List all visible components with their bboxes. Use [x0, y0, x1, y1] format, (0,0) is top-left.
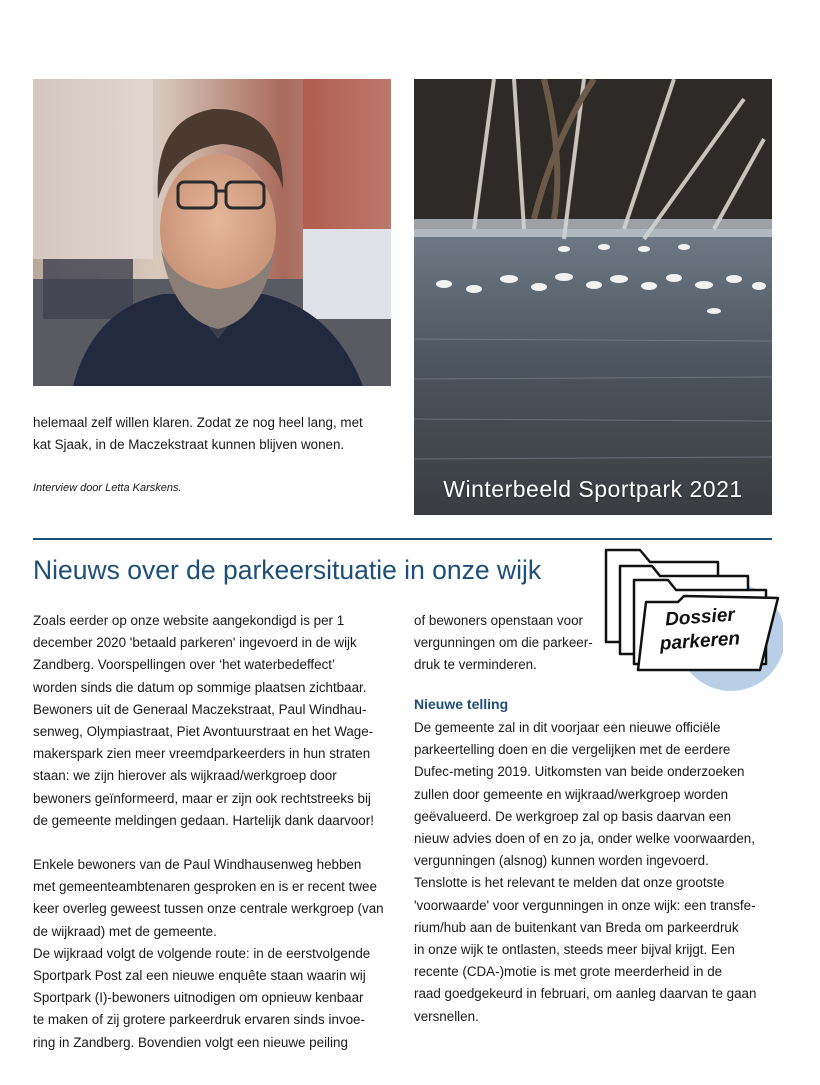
- article-right-top: [414, 610, 614, 677]
- text-line: staan: we zijn hierover als wijkraad/werkgroep door: [33, 768, 337, 784]
- dossier-label: parkeren: [659, 628, 741, 655]
- text-line: Enkele bewoners van de Paul Windhausenweg hebben: [33, 857, 362, 873]
- text-line: rium/hub aan de buitenkant van Breda om parkeerdruk: [414, 919, 739, 935]
- text-line: Sportpark (I)-bewoners uitnodigen om opnieuw kenbaar: [33, 990, 364, 1006]
- section-title: Nieuws over de parkeersituatie in onze wijk: [33, 555, 542, 585]
- article-left-column: [33, 610, 393, 1054]
- text-line: keer overleg geweest tussen onze centrale werkgroep (van: [33, 901, 384, 917]
- winter-photo: [414, 79, 772, 515]
- text-line: zullen door gemeente en wijkraad/werkgroep worden: [414, 786, 729, 802]
- text-line: versnellen.: [414, 1008, 479, 1024]
- text-line: de gemeente meldingen gedaan. Hartelijk dank daarvoor!: [33, 812, 374, 828]
- text-line: Bewoners uit de Generaal Maczekstraat, Paul Windhau-: [33, 701, 367, 717]
- intro-line: helemaal zelf willen klaren. Zodat ze nog heel lang, met: [33, 415, 363, 430]
- intro-line: kat Sjaak, in de Maczekstraat kunnen blijven wonen.: [33, 437, 345, 453]
- text-line: worden sinds die datum op sommige plaatsen zichtbaar.: [33, 679, 367, 695]
- byline: Interview door Letta Karskens.: [33, 482, 182, 494]
- paragraph: [33, 610, 393, 832]
- section-divider: [33, 538, 772, 540]
- text-line: Sportpark Post zal een nieuwe enquête staan waarin wij: [33, 968, 366, 984]
- portrait-photo: [33, 79, 391, 386]
- text-line: nieuw advies doen of en zo ja, onder welke voorwaarden,: [414, 831, 755, 847]
- text-line: 'voorwaarde' voor vergunningen in onze wijk: een transfe-: [414, 897, 756, 913]
- text-line: bewoners geïnformeerd, maar er zijn ook rechtstreeks bij: [33, 790, 371, 806]
- text-line: Zoals eerder op onze website aangekondigd is per 1: [33, 613, 345, 628]
- text-line: druk te verminderen.: [414, 657, 537, 673]
- text-line: raad goedgekeurd in februari, om aanleg daarvan te gaan: [414, 986, 757, 1002]
- text-line: Tenslotte is het relevant te melden dat onze grootste: [414, 875, 725, 891]
- text-line: of bewoners openstaan voor: [414, 613, 583, 628]
- text-line: december 2020 'betaald parkeren' ingevoerd in de wijk: [33, 635, 357, 651]
- subheading: Nieuwe telling: [414, 696, 509, 712]
- text-line: vergunningen (alsnog) kunnen worden ingevoerd.: [414, 853, 709, 869]
- paragraph: [33, 854, 393, 1054]
- text-line: de wijkraad) met de gemeente.: [33, 923, 217, 939]
- text-line: vergunningen om die parkeer-: [414, 635, 593, 651]
- text-line: De gemeente zal in dit voorjaar een nieuwe officiële: [414, 720, 721, 735]
- dossier-folder-icon: [598, 542, 783, 694]
- photo-caption: Winterbeeld Sportpark 2021: [443, 476, 743, 502]
- article-right-column: [414, 717, 776, 1028]
- text-line: met gemeenteambtenaren gesproken en is er recent twee: [33, 879, 377, 895]
- text-line: Dufec-meting 2019. Uitkomsten van beide onderzoeken: [414, 764, 745, 780]
- text-line: te maken of zij grotere parkeerdruk ervaren sinds invoe-: [33, 1012, 365, 1028]
- intro-text: [33, 412, 393, 456]
- text-line: in onze wijk te ontlasten, steeds meer bijval krijgt. Een: [414, 942, 735, 958]
- text-line: senweg, Olympiastraat, Piet Avontuurstraat en het Wage-: [33, 724, 374, 740]
- text-line: parkeertelling doen en die vergelijken met de eerdere: [414, 742, 731, 758]
- text-line: recente (CDA-)motie is met grote meerderheid in de: [414, 964, 723, 980]
- text-line: geëvalueerd. De werkgroep zal op basis daarvan een: [414, 808, 732, 824]
- dossier-label: Dossier: [664, 604, 736, 631]
- text-line: De wijkraad volgt de volgende route: in de eerstvolgende: [33, 945, 371, 961]
- text-line: Zandberg. Voorspellingen over ‘het waterbedeffect’: [33, 657, 335, 673]
- text-line: makerspark zien meer vreemdparkeerders in hun straten: [33, 746, 371, 762]
- text-line: ring in Zandberg. Bovendien volgt een nieuwe peiling: [33, 1034, 348, 1050]
